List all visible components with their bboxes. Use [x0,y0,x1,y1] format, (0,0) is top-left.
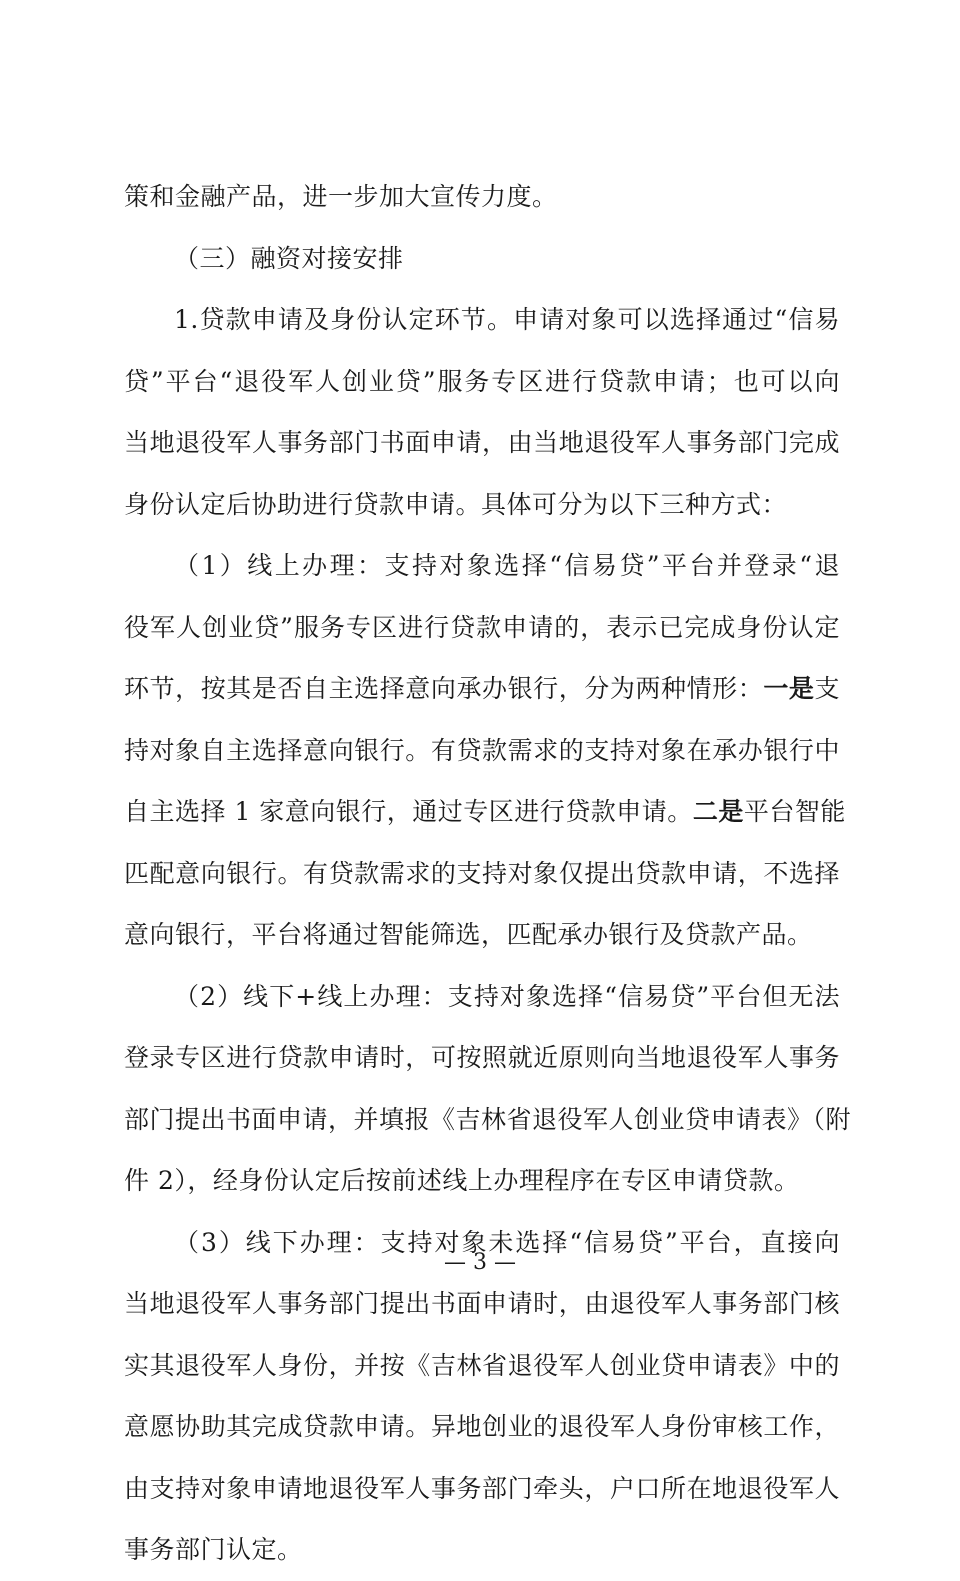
emphasis-text: 二是 [692,797,744,826]
paragraph-line: 匹配意向银行。有贷款需求的支持对象仅提出贷款申请，不选择 [124,858,840,888]
paragraph-line: 身份认定后协助进行贷款申请。具体可分为以下三种方式： [124,489,788,519]
paragraph-line: 策和金融产品，进一步加大宣传力度。 [124,182,558,211]
paragraph-line: （3）线下办理：支持对象未选择“信易贷”平台，直接向 [174,1227,840,1257]
paragraph-line: 部门提出书面申请，并填报《吉林省退役军人创业贷申请表》（附 [124,1104,852,1134]
paragraph-line: 意向银行，平台将通过智能筛选，匹配承办银行及贷款产品。 [124,920,813,949]
line-text: 平台智能 [743,797,846,826]
paragraph-line: 意愿协助其完成贷款申请。异地创业的退役军人身份审核工作， [124,1412,840,1441]
paragraph-line: 役军人创业贷”服务专区进行贷款申请的，表示已完成身份认定 [124,612,840,642]
paragraph-line: 件 2），经身份认定后按前述线上办理程序在专区申请贷款。 [124,1166,800,1195]
section-heading: （三）融资对接安排 [174,243,404,273]
paragraph-line: 事务部门认定。 [124,1535,303,1564]
document-body [124,166,852,1581]
paragraph-line: （1）线上办理：支持对象选择“信易贷”平台并登录“退 [174,551,840,580]
paragraph-line: 实其退役军人身份，并按《吉林省退役军人创业贷申请表》中的 [124,1350,840,1380]
paragraph-line [124,781,846,843]
paragraph-line: 贷”平台“退役军人创业贷”服务专区进行贷款申请；也可以向 [124,366,840,396]
paragraph-line: 由支持对象申请地退役军人事务部门牵头，户口所在地退役军人 [124,1473,840,1503]
paragraph-line [124,658,840,720]
line-text: 自主选择 1 家意向银行，通过专区进行贷款申请。 [124,797,693,826]
page-number: — 3 — [444,1250,516,1275]
paragraph-line: （2）线下+线上办理：支持对象选择“信易贷”平台但无法 [174,981,840,1011]
paragraph-line: 持对象自主选择意向银行。有贷款需求的支持对象在承办银行中 [124,735,840,765]
paragraph-line: 当地退役军人事务部门书面申请，由当地退役军人事务部门完成 [124,428,840,457]
paragraph-line: 1.贷款申请及身份认定环节。申请对象可以选择通过“信易 [174,305,840,334]
paragraph-line: 登录专区进行贷款申请时，可按照就近原则向当地退役军人事务 [124,1043,840,1072]
emphasis-text: 一是 [763,674,815,703]
paragraph-line: 当地退役军人事务部门提出书面申请时，由退役军人事务部门核 [124,1289,840,1318]
line-text: 环节，按其是否自主选择意向承办银行，分为两种情形： [124,674,764,703]
line-text: 支 [814,674,840,703]
